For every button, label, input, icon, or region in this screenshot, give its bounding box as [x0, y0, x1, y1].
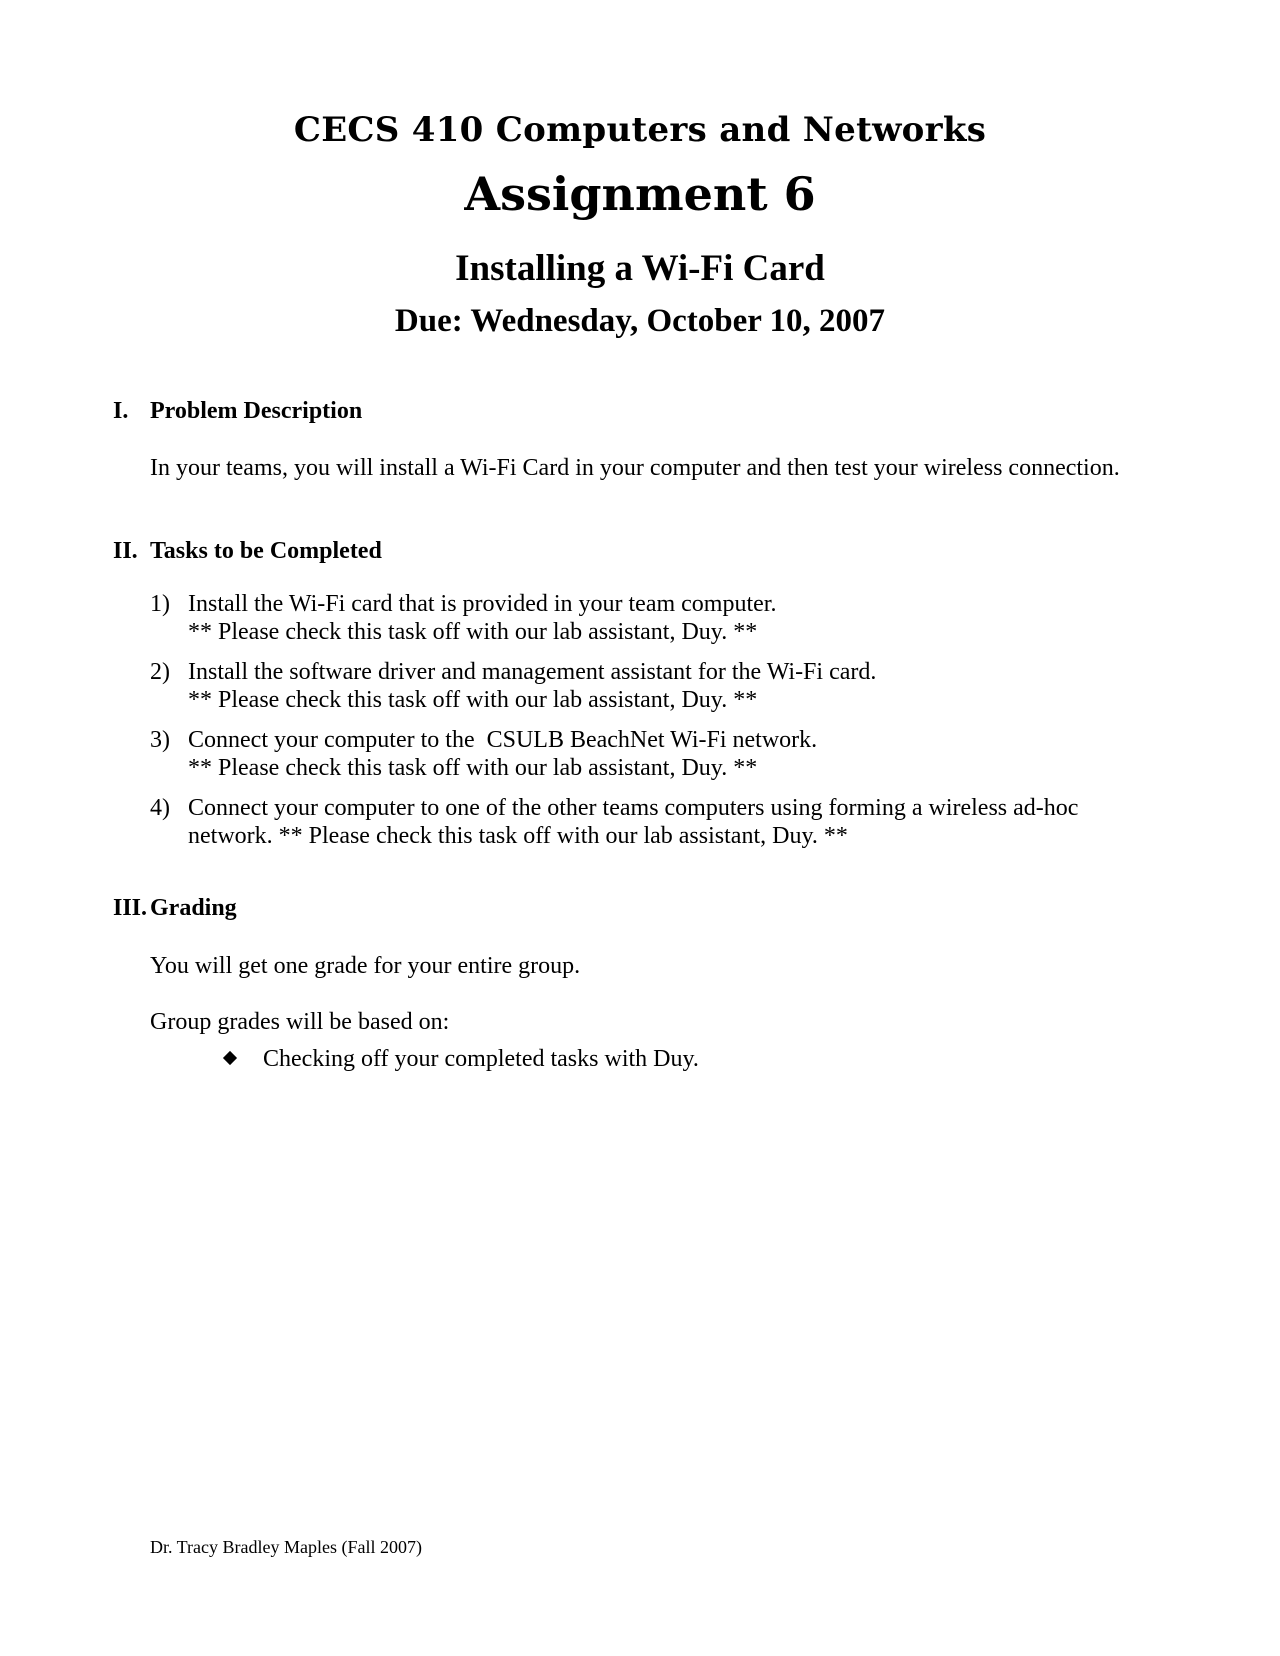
- task-number: 2): [150, 659, 170, 685]
- task-checkoff-note: ** Please check this task off with our lab assistant, Duy. **: [188, 755, 758, 781]
- task-item: [150, 726, 1130, 782]
- section-title: Grading: [150, 895, 237, 921]
- task-item: [150, 590, 1130, 646]
- task-text: Install the software driver and management assistant for the Wi-Fi card.: [188, 659, 877, 685]
- task-checkoff-note: ** Please check this task off with our lab assistant, Duy. **: [188, 687, 758, 713]
- section-number: I.: [113, 398, 129, 424]
- task-checkoff-note: ** Please check this task off with our lab assistant, Duy. **: [188, 619, 758, 645]
- section-title: Problem Description: [150, 398, 363, 424]
- task-text: Install the Wi-Fi card that is provided in your team computer.: [188, 591, 777, 617]
- task-checkoff-note: network. ** Please check this task off with our lab assistant, Duy. **: [188, 823, 848, 849]
- assignment-title: Assignment 6: [464, 167, 816, 221]
- problem-description-text: In your teams, you will install a Wi-Fi Card in your computer and then test your wireless connection.: [150, 455, 1120, 481]
- footer-author: Dr. Tracy Bradley Maples (Fall 2007): [150, 1537, 422, 1557]
- section-number: III.: [113, 895, 148, 921]
- assignment-subtitle: Installing a Wi-Fi Card: [455, 248, 825, 289]
- diamond-bullet-icon: [223, 1051, 237, 1065]
- bullet-text: Checking off your completed tasks with Duy.: [263, 1046, 699, 1072]
- task-item: [150, 794, 1130, 850]
- task-text: Connect your computer to one of the other teams computers using forming a wireless ad-hoc: [188, 795, 1079, 821]
- due-date: Due: Wednesday, October 10, 2007: [394, 303, 886, 339]
- section-heading-tasks: [113, 536, 1113, 566]
- task-text: Connect your computer to the CSULB BeachNet Wi-Fi network.: [188, 727, 818, 753]
- task-number: 3): [150, 727, 170, 753]
- task-number: 4): [150, 795, 170, 821]
- course-title: CECS 410 Computers and Networks: [293, 110, 987, 150]
- section-heading-grading: [113, 893, 1113, 923]
- task-item: [150, 658, 1130, 714]
- grading-bullet-item: [225, 1044, 699, 1074]
- grading-basis-text: Group grades will be based on:: [150, 1009, 450, 1035]
- grading-text: You will get one grade for your entire group.: [150, 953, 581, 979]
- section-heading-problem: [113, 396, 1113, 426]
- section-number: II.: [113, 538, 138, 564]
- section-title: Tasks to be Completed: [150, 538, 382, 564]
- task-number: 1): [150, 591, 170, 617]
- task-list: [150, 590, 1130, 862]
